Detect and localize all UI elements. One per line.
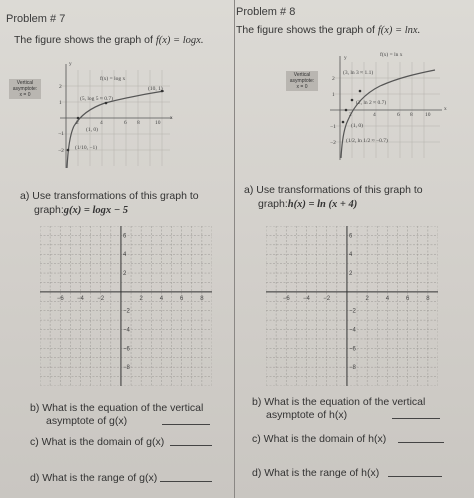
part-a-function: graph:h(x) = ln (x + 4) <box>258 198 358 210</box>
tick-label: −2 <box>122 308 130 315</box>
tick-label: −2 <box>323 295 331 302</box>
part-a-function: graph:g(x) = logx − 5 <box>34 204 129 216</box>
tick-label: 8 <box>410 112 413 118</box>
prompt-text: The figure shows the graph of <box>14 34 156 46</box>
part-b-question: b) What is the equation of the vertical <box>30 402 204 414</box>
x-axis-label: x <box>170 115 173 121</box>
answer-blank[interactable] <box>170 445 212 446</box>
part-d-question: d) What is the range of h(x) <box>252 467 380 479</box>
answer-blank[interactable] <box>398 442 444 443</box>
asymptote-tag: Vertical asymptote: x = 0 <box>286 71 318 91</box>
problem-7-title: Problem # 7 <box>6 13 66 25</box>
curve-label: f(x) = ln x <box>380 52 403 58</box>
tick-label: −8 <box>122 365 130 372</box>
tick-label: −2 <box>97 295 105 302</box>
tick-label: 2 <box>348 271 353 278</box>
part-b-question-cont: asymptote of h(x) <box>266 409 348 421</box>
tick-label: 10 <box>425 112 431 118</box>
point-label: (2, ln 2 ≈ 0.7) <box>356 100 387 106</box>
tick-label: 2 <box>349 112 352 118</box>
tick-label: −6 <box>348 346 356 353</box>
tick-label: −2 <box>58 148 64 154</box>
point-label: (1/10, −1) <box>75 145 98 151</box>
tick-label: 2 <box>122 271 127 278</box>
problem-8-prompt: The figure shows the graph of f(x) = lnx. <box>236 24 421 36</box>
tick-label: 6 <box>397 112 400 118</box>
curve-label: f(x) = log x <box>100 76 126 82</box>
answer-blank[interactable] <box>160 481 212 482</box>
tick-label: −4 <box>77 295 84 302</box>
y-axis-label: y <box>344 55 347 61</box>
blank-graph-grid <box>40 226 212 386</box>
tick-label: 6 <box>348 233 353 240</box>
point-label: (3, ln 3 ≈ 1.1) <box>343 70 374 76</box>
answer-blank[interactable] <box>162 424 210 425</box>
tick-label: 4 <box>348 252 353 259</box>
part-a-text: a) Use transformations of this graph to <box>244 184 423 196</box>
tick-label: 2 <box>76 120 79 126</box>
problem-7-prompt <box>14 34 203 46</box>
problem-8-title: Problem # 8 <box>236 6 296 18</box>
tick-label: 1 <box>59 100 62 106</box>
tick-label: 6 <box>405 295 410 302</box>
tick-label: 8 <box>426 295 430 302</box>
answer-blank[interactable] <box>388 476 442 477</box>
tick-label: 2 <box>365 295 369 302</box>
x-axis-label: x <box>444 106 447 112</box>
point-label: (1, 0) <box>351 123 363 129</box>
column-divider <box>234 0 235 498</box>
tick-label: 2 <box>59 84 62 90</box>
tick-label: 10 <box>155 120 161 126</box>
tick-label: 4 <box>373 112 376 118</box>
tick-label: −2 <box>330 140 336 146</box>
tick-label: 8 <box>200 295 204 302</box>
asymptote-tag: Vertical asymptote: x = 0 <box>9 79 41 99</box>
tick-label: 1 <box>332 92 335 98</box>
tick-label: 6 <box>179 295 184 302</box>
tick-label: −6 <box>122 346 130 353</box>
tick-label: 4 <box>100 120 103 126</box>
tick-label: −4 <box>122 327 130 334</box>
tick-label: 8 <box>137 120 140 126</box>
answer-blank[interactable] <box>392 418 440 419</box>
y-axis-label: y <box>69 61 72 67</box>
tick-label: −2 <box>348 308 356 315</box>
tick-label: 2 <box>332 76 335 82</box>
tick-label: 4 <box>159 295 164 302</box>
part-c-question: c) What is the domain of g(x) <box>30 436 165 448</box>
ln-graph-figure <box>280 48 460 168</box>
tick-label: 6 <box>122 233 127 240</box>
part-b-question-cont: asymptote of g(x) <box>46 415 128 427</box>
tick-label: −1 <box>330 124 336 130</box>
part-b-question: b) What is the equation of the vertical <box>252 396 426 408</box>
part-d-question: d) What is the range of g(x) <box>30 472 158 484</box>
tick-label: −4 <box>348 327 356 334</box>
blank-graph-grid <box>266 226 438 386</box>
part-a-text: a) Use transformations of this graph to <box>20 190 199 202</box>
tick-label: −6 <box>282 295 290 302</box>
log-graph-figure <box>30 56 210 176</box>
tick-label: 6 <box>124 120 127 126</box>
tick-label: 2 <box>139 295 143 302</box>
tick-label: 4 <box>122 252 127 259</box>
part-c-question: c) What is the domain of h(x) <box>252 433 387 445</box>
tick-label: 4 <box>385 295 390 302</box>
tick-label: −1 <box>58 131 64 137</box>
point-label: (1/2, ln 1/2 ≈ −0.7) <box>346 138 388 144</box>
tick-label: −8 <box>348 365 356 372</box>
point-label: (5, log 5 ≈ 0.7) <box>80 96 113 102</box>
prompt-function: f(x) = logx. <box>155 35 204 46</box>
tick-label: −6 <box>56 295 64 302</box>
point-label: (1, 0) <box>86 127 98 133</box>
point-label: (10, 1) <box>148 86 163 92</box>
tick-label: −4 <box>303 295 310 302</box>
log-curve <box>67 91 164 168</box>
